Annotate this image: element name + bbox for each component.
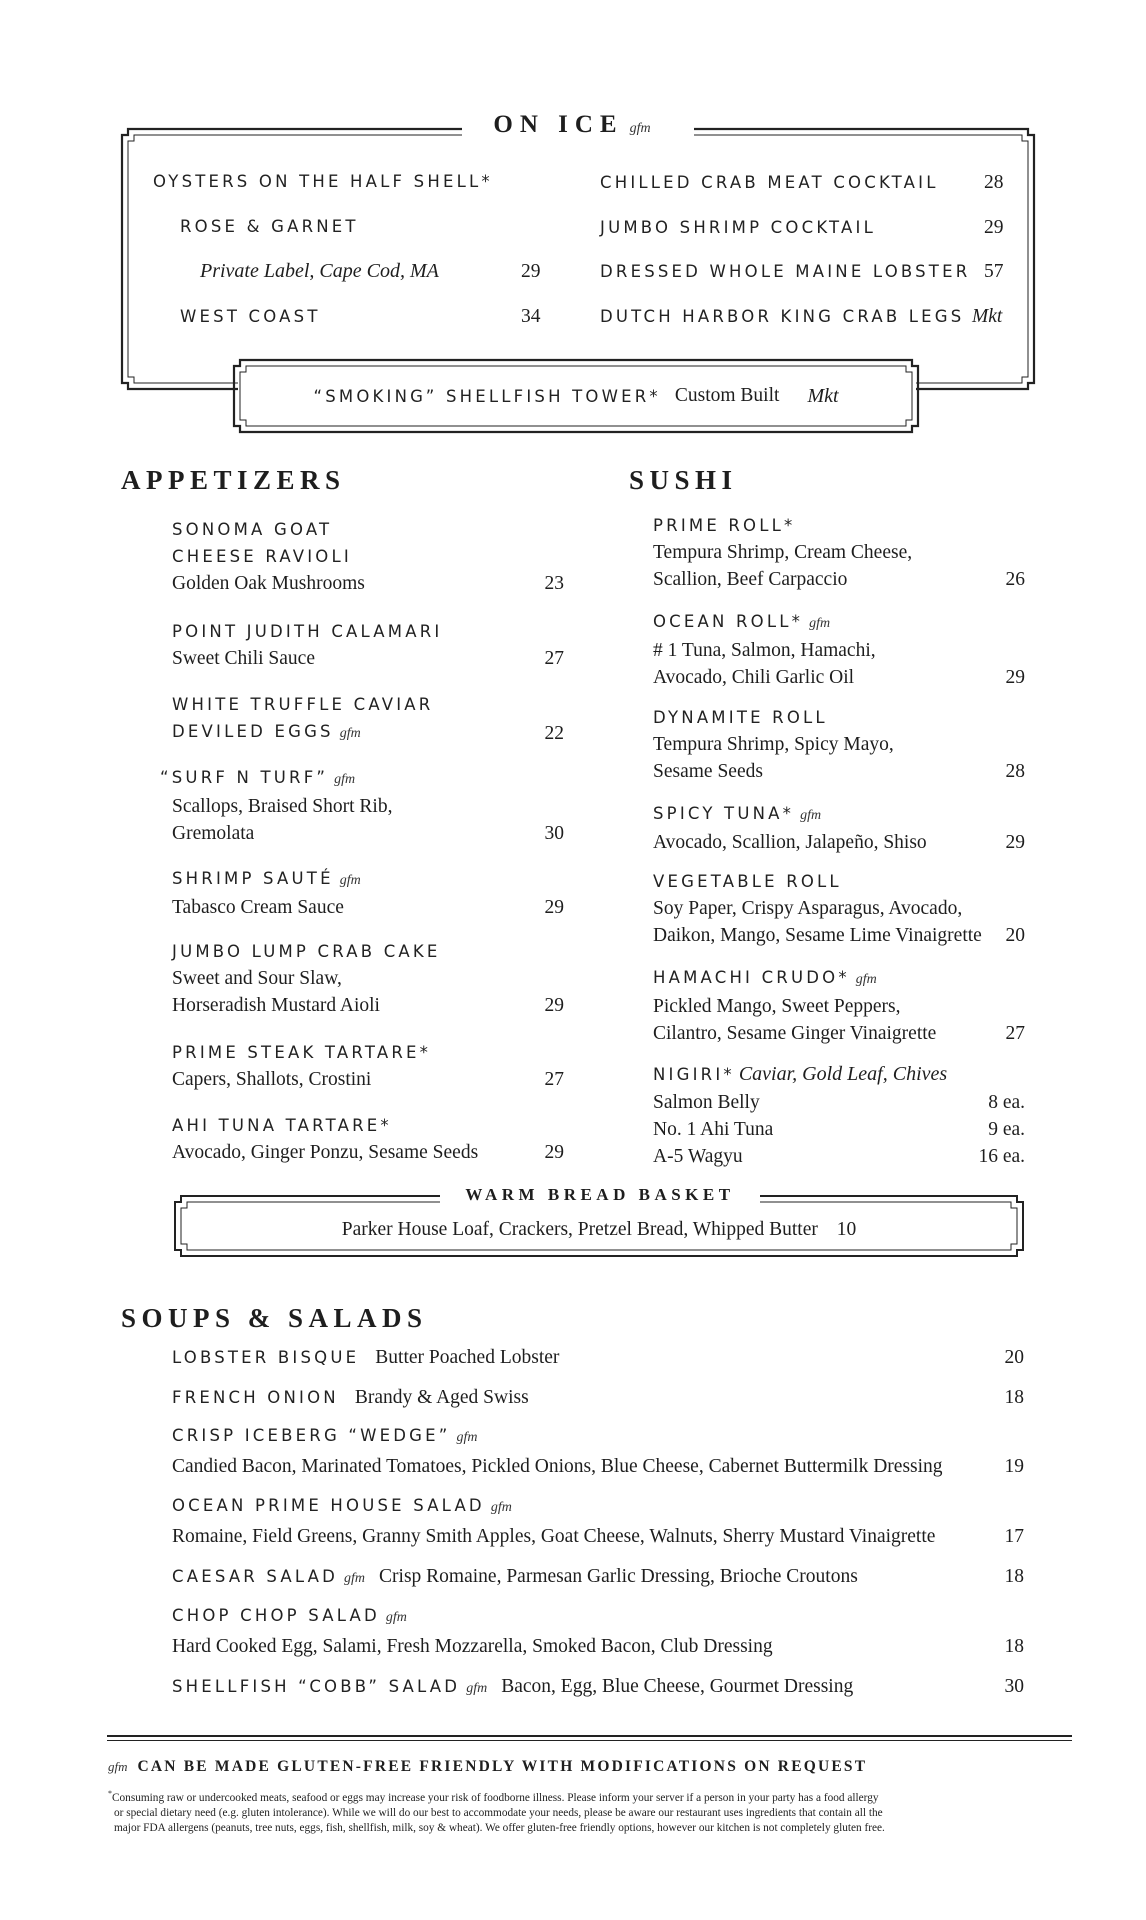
- soup-item: CRISP ICEBERG “WEDGE” gfm: [172, 1426, 478, 1445]
- sushi-item: PRIME ROLL* Tempura Shrimp, Cream Cheese, Scallion, Beef Carpaccio 26: [653, 516, 1025, 590]
- gfm-mark: gfm: [334, 772, 356, 787]
- sushi-item: SPICY TUNA* gfm Avocado, Scallion, Jalapeño, Shiso 29: [653, 804, 1025, 853]
- soup-item: LOBSTER BISQUE Butter Poached Lobster 20: [172, 1347, 1024, 1368]
- ice-item-crab-cocktail: CHILLED CRAB MEAT COCKTAIL: [600, 173, 939, 192]
- sushi-item: VEGETABLE ROLL Soy Paper, Crispy Asparagus, Avocado, Daikon, Mango, Sesame Lime Vinaigrette 20: [653, 872, 1025, 946]
- sushi-item: DYNAMITE ROLL Tempura Shrimp, Spicy Mayo, Sesame Seeds 28: [653, 708, 1025, 782]
- appetizer-item: “SURF N TURF” gfm Scallops, Braised Short Rib, Gremolata 30: [160, 768, 564, 844]
- gfm-mark: gfm: [339, 873, 361, 888]
- appetizer-item: JUMBO LUMP CRAB CAKE Sweet and Sour Slaw, Horseradish Mustard Aioli 29: [172, 942, 564, 1016]
- ice-item-west-coast: WEST COAST: [180, 307, 321, 326]
- ice-price-maine-lobster: 57: [984, 261, 1004, 282]
- appetizer-item: WHITE TRUFFLE CAVIAR DEVILED EGGS gfm 22: [172, 695, 564, 744]
- ice-price-private-label: 29: [521, 261, 541, 282]
- soup-item: SHELLFISH “COBB” SALAD gfm Bacon, Egg, Blue Cheese, Gourmet Dressing 30: [172, 1676, 1024, 1697]
- ice-item-rose-garnet: ROSE & GARNET: [180, 217, 359, 236]
- ice-price-shrimp-cocktail: 29: [984, 217, 1004, 238]
- gfm-mark: gfm: [456, 1430, 478, 1445]
- on-ice-border: [120, 127, 1036, 391]
- footer-divider-thin: [107, 1740, 1072, 1741]
- appetizer-item: POINT JUDITH CALAMARI Sweet Chili Sauce 27: [172, 622, 564, 669]
- ice-item-king-crab: DUTCH HARBOR KING CRAB LEGS: [600, 307, 965, 326]
- appetizers-title: APPETIZERS: [121, 465, 346, 495]
- gfm-mark: gfm: [629, 121, 651, 136]
- disclaimer: *Consuming raw or undercooked meats, seafood or eggs may increase your risk of foodborne illness. Please inform your server if a person in your party has a food allergy or special dietary need (e.g. gluten intolerance). While we will do our best to accommodate your needs, please be aware our restaurant uses ingredients that contain all the major FDA allergens (peanuts, tree nuts, eggs, fish, shellfish, milk, soy & wheat). We offer gluten-free friendly options, however our kitchen is not completely gluten free.: [108, 1789, 885, 1834]
- gfm-mark: gfm: [339, 726, 361, 741]
- gfm-mark: gfm: [800, 808, 822, 823]
- ice-price-west-coast: 34: [521, 306, 541, 327]
- bread-price: 10: [836, 1219, 857, 1240]
- on-ice-frame: [120, 127, 1036, 391]
- shellfish-tower: [244, 366, 908, 426]
- gfm-mark: gfm: [385, 1610, 407, 1625]
- on-ice-title: ON ICE gfm: [462, 111, 682, 139]
- bread-desc: Parker House Loaf, Crackers, Pretzel Bread, Whipped Butter: [341, 1219, 818, 1240]
- soup-item-desc: Hard Cooked Egg, Salami, Fresh Mozzarella, Smoked Bacon, Club Dressing 18: [172, 1636, 1024, 1657]
- soup-item-desc: Romaine, Field Greens, Granny Smith Apples, Goat Cheese, Walnuts, Sherry Mustard Vinaigrette 17: [172, 1526, 1024, 1547]
- tower-price: Mkt: [807, 384, 839, 407]
- bread-row: [173, 1219, 1025, 1241]
- ice-item-shrimp-cocktail: JUMBO SHRIMP COCKTAIL: [600, 218, 876, 237]
- ice-price-crab-cocktail: 28: [984, 172, 1004, 193]
- gfm-mark: gfm: [108, 1759, 128, 1774]
- soup-item: OCEAN PRIME HOUSE SALAD gfm: [172, 1496, 512, 1515]
- ice-item-oysters: OYSTERS ON THE HALF SHELL*: [153, 172, 493, 191]
- appetizer-item: AHI TUNA TARTARE* Avocado, Ginger Ponzu, Sesame Seeds 29: [172, 1116, 564, 1163]
- sushi-item: HAMACHI CRUDO* gfm Pickled Mango, Sweet Peppers, Cilantro, Sesame Ginger Vinaigrette 27: [653, 968, 1025, 1044]
- gfm-mark: gfm: [855, 972, 877, 987]
- ice-item-private-label: Private Label, Cape Cod, MA: [200, 260, 439, 282]
- bread-title: WARM BREAD BASKET: [440, 1185, 760, 1205]
- tower-desc: Custom Built: [674, 385, 780, 406]
- ice-price-king-crab: Mkt: [972, 306, 1003, 327]
- gfm-mark: gfm: [466, 1681, 488, 1696]
- gfm-mark: gfm: [344, 1571, 366, 1586]
- footer-divider: [107, 1735, 1072, 1737]
- sushi-nigiri: NIGIRI* Caviar, Gold Leaf, Chives Salmon Belly 8 ea. No. 1 Ahi Tuna 9 ea. A-5 Wagyu 16 ea.: [653, 1063, 1025, 1167]
- sushi-item: OCEAN ROLL* gfm # 1 Tuna, Salmon, Hamachi, Avocado, Chili Garlic Oil 29: [653, 612, 1025, 688]
- appetizer-item: PRIME STEAK TARTARE* Capers, Shallots, Crostini 27: [172, 1043, 564, 1090]
- sushi-title: SUSHI: [629, 465, 738, 495]
- soup-item-desc: Candied Bacon, Marinated Tomatoes, Pickled Onions, Blue Cheese, Cabernet Buttermilk Dressing 19: [172, 1456, 1024, 1477]
- gfm-mark: gfm: [490, 1500, 512, 1515]
- appetizer-item: SONOMA GOAT CHEESE RAVIOLI Golden Oak Mushrooms 23: [172, 520, 564, 594]
- gluten-free-note: gfm CAN BE MADE GLUTEN-FREE FRIENDLY WITH MODIFICATIONS ON REQUEST: [108, 1758, 868, 1775]
- appetizer-item: SHRIMP SAUTÉ gfm Tabasco Cream Sauce 29: [172, 869, 564, 918]
- gfm-mark: gfm: [809, 616, 831, 631]
- soup-item: CHOP CHOP SALAD gfm: [172, 1606, 407, 1625]
- soup-item: FRENCH ONION Brandy & Aged Swiss 18: [172, 1387, 1024, 1408]
- ice-item-maine-lobster: DRESSED WHOLE MAINE LOBSTER: [600, 262, 971, 281]
- tower-name: “SMOKING” SHELLFISH TOWER*: [313, 386, 661, 406]
- soup-item: CAESAR SALAD gfm Crisp Romaine, Parmesan Garlic Dressing, Brioche Croutons 18: [172, 1566, 1024, 1587]
- soups-title: SOUPS & SALADS: [121, 1303, 428, 1333]
